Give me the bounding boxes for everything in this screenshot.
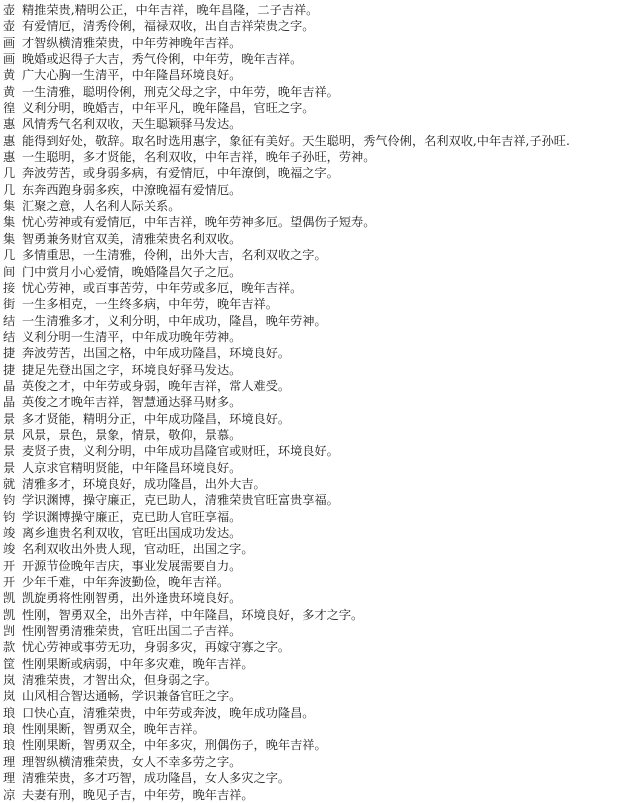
entry-character: 晶 <box>3 378 16 393</box>
entry-meaning: 山风相合智达通畅，学识兼备官旺之字。 <box>22 689 242 704</box>
entry-line <box>0 460 620 476</box>
entry-line <box>0 116 620 132</box>
entry-line <box>0 607 620 623</box>
entry-line <box>0 18 620 34</box>
entry-line <box>0 362 620 378</box>
entry-line <box>0 705 620 721</box>
entry-line <box>0 378 620 394</box>
entry-meaning: 性刚智勇清雅荣贵，官旺出国二子吉祥。 <box>22 624 242 639</box>
entry-line <box>0 247 620 263</box>
entry-meaning: 人京求官精明贤能，中年隆昌环境良好。 <box>22 460 242 475</box>
entry-line <box>0 231 620 247</box>
entry-character: 岚 <box>3 673 16 688</box>
entry-character: 惠 <box>3 150 16 165</box>
entry-line <box>0 672 620 688</box>
entry-character: 晶 <box>3 395 16 410</box>
entry-character: 凯 <box>3 607 16 622</box>
entry-meaning: 捷足先登出国之字，环境良好驿马发达。 <box>22 362 242 377</box>
entry-meaning: 多情重思，一生清雅，伶俐，出外大吉，名利双收之字。 <box>22 248 327 263</box>
entry-meaning: 性刚果断，智勇双全，中年多灾，刑偶伤子，晚年吉祥。 <box>22 738 327 753</box>
entry-meaning: 学识渊博，操守廉正，克已助人，清雅荣贵官旺富贵享福。 <box>22 493 339 508</box>
entry-line <box>0 296 620 312</box>
entry-meaning: 学识渊博操守廉正，克已助人官旺享福。 <box>22 509 242 524</box>
entry-character: 凯 <box>3 591 16 606</box>
entry-meaning: 凯旋勇将性刚智勇，出外逢贵环境良好。 <box>22 591 242 606</box>
entry-meaning: 有爱情厄，清秀伶俐，福禄双收，出自吉祥荣贵之字。 <box>22 19 315 34</box>
entry-character: 黄 <box>3 84 16 99</box>
entry-character: 琅 <box>3 705 16 720</box>
entry-character: 剀 <box>3 624 16 639</box>
entry-character: 集 <box>3 215 16 230</box>
entry-character: 画 <box>3 35 16 50</box>
entry-character: 捷 <box>3 346 16 361</box>
entry-character: 竣 <box>3 542 16 557</box>
entry-meaning: 风情秀气名利双收，天生聪颖驿马发达。 <box>22 117 242 132</box>
entry-character: 结 <box>3 329 16 344</box>
entry-meaning: 性刚果断，智勇双全，晚年吉祥。 <box>22 722 205 737</box>
entry-character: 理 <box>3 754 16 769</box>
entry-character: 琅 <box>3 738 16 753</box>
entry-line <box>0 787 620 803</box>
entry-character: 岚 <box>3 689 16 704</box>
entry-line <box>0 84 620 100</box>
entry-meaning: 才智纵横清雅荣贵，中年劳神晚年吉祥。 <box>22 35 242 50</box>
entry-meaning: 忧心劳神或事劳无功，身弱多灾，再嫁守寡之字。 <box>22 640 291 655</box>
entry-character: 琅 <box>3 722 16 737</box>
entry-meaning: 英俊之才晚年吉祥，智慧通达驿马财多。 <box>22 395 242 410</box>
entry-meaning: 汇聚之意，人名利人际关系。 <box>22 199 181 214</box>
entry-meaning: 少年千难，中年奔波勤俭，晚年吉祥。 <box>22 575 230 590</box>
entry-character: 就 <box>3 476 16 491</box>
entry-meaning: 性刚果断或病弱，中年多灾难，晚年吉祥。 <box>22 656 254 671</box>
entry-line <box>0 133 620 149</box>
entry-line <box>0 639 620 655</box>
entry-meaning: 精推荣贵,精明公正，中年吉祥，晚年昌隆，二子吉祥。 <box>22 3 319 17</box>
entry-line <box>0 264 620 280</box>
entry-line <box>0 198 620 214</box>
entry-meaning: 奔波劳苦，出国之格，中年成功隆昌，环境良好。 <box>22 346 291 361</box>
entry-character: 画 <box>3 52 16 67</box>
entry-character: 理 <box>3 771 16 786</box>
entry-meaning: 开源节俭晚年吉庆，事业发展需要自力。 <box>22 558 242 573</box>
entry-meaning: 口快心直，清雅荣贵，中年劳或奔波，晚年成功隆昌。 <box>22 705 315 720</box>
entry-character: 壶 <box>3 19 16 34</box>
entry-character: 街 <box>3 297 16 312</box>
entry-meaning: 风景，景色，景象，情景，敬仰，景慕。 <box>22 427 242 442</box>
entry-meaning: 英俊之才，中年劳或身弱，晚年吉祥，常人难受。 <box>22 378 291 393</box>
entry-line <box>0 35 620 51</box>
entry-meaning: 一生清雅多才，义利分明，中年成功，隆昌，晚年劳神。 <box>22 313 327 328</box>
entry-line <box>0 2 620 18</box>
entry-line <box>0 182 620 198</box>
entry-meaning: 能得到好处，敬辞。取名时选用惠字，象征有美好。天生聪明，秀气伶俐，名利双收,中年吉祥,子孙旺. <box>22 133 570 148</box>
entry-character: 景 <box>3 411 16 426</box>
entry-line <box>0 656 620 672</box>
entry-meaning: 夫妻有刑，晚见子吉，中年劳，晚年吉祥。 <box>22 787 254 802</box>
entry-meaning: 名利双收出外贵人现，官动旺，出国之字。 <box>22 542 254 557</box>
entry-character: 景 <box>3 460 16 475</box>
entry-line <box>0 51 620 67</box>
entry-character: 惠 <box>3 133 16 148</box>
entry-line <box>0 509 620 525</box>
entry-character: 黄 <box>3 68 16 83</box>
entry-meaning: 多才贤能，精明分正，中年成功隆昌，环境良好。 <box>22 411 291 426</box>
entry-character: 接 <box>3 280 16 295</box>
entry-character: 间 <box>3 264 16 279</box>
entry-character: 几 <box>3 248 16 263</box>
entry-meaning: 理智纵横清雅荣贵，女人不幸多劳之字。 <box>22 754 242 769</box>
entry-line <box>0 149 620 165</box>
entry-line <box>0 492 620 508</box>
entry-character: 几 <box>3 182 16 197</box>
entry-line <box>0 770 620 786</box>
entry-character: 钧 <box>3 509 16 524</box>
entry-line <box>0 541 620 557</box>
entry-line <box>0 737 620 753</box>
entry-character: 开 <box>3 575 16 590</box>
entry-line <box>0 214 620 230</box>
entry-line <box>0 525 620 541</box>
entry-character: 几 <box>3 166 16 181</box>
entry-line <box>0 623 620 639</box>
entry-character: 壶 <box>3 3 16 17</box>
entry-line <box>0 590 620 606</box>
entry-line <box>0 476 620 492</box>
entry-line <box>0 443 620 459</box>
entry-character: 钧 <box>3 493 16 508</box>
entry-meaning: 智勇兼务财官双美，清雅荣贵名利双收。 <box>22 231 242 246</box>
entry-line <box>0 165 620 181</box>
entry-meaning: 清雅多才，环境良好，成功隆昌，出外大吉。 <box>22 476 266 491</box>
entry-line <box>0 345 620 361</box>
entry-line <box>0 427 620 443</box>
entry-character: 凉 <box>3 787 16 802</box>
entry-character: 惠 <box>3 117 16 132</box>
entry-meaning: 忧心劳神或有爱情厄，中年吉祥，晚年劳神多厄。望偶伤子短寿。 <box>22 215 376 230</box>
entry-meaning: 义利分明一生清平，中年成功晚年劳神。 <box>22 329 242 344</box>
entry-character: 徨 <box>3 101 16 116</box>
entry-line <box>0 394 620 410</box>
entry-character: 集 <box>3 231 16 246</box>
entry-line <box>0 67 620 83</box>
entry-meaning: 清雅荣贵，多才巧智，成功隆昌，女人多灾之字。 <box>22 771 291 786</box>
entry-meaning: 麦贤子贵，义利分明，中年成功昌隆官或财旺，环境良好。 <box>22 444 339 459</box>
entry-character: 捷 <box>3 362 16 377</box>
entry-meaning: 一生清雅，聪明伶俐，刑克父母之字，中年劳，晚年吉祥。 <box>22 84 339 99</box>
entry-character: 筐 <box>3 656 16 671</box>
entry-line <box>0 688 620 704</box>
entry-character: 结 <box>3 313 16 328</box>
entry-character: 款 <box>3 640 16 655</box>
entry-meaning: 一生聪明，多才贤能，名利双收，中年吉祥，晚年子孙旺，劳神。 <box>22 150 376 165</box>
entry-meaning: 义利分明，晚婚吉，中年平凡，晚年隆昌，官旺之字。 <box>22 101 315 116</box>
entry-character: 景 <box>3 427 16 442</box>
entry-line <box>0 411 620 427</box>
entry-character: 开 <box>3 558 16 573</box>
entry-meaning: 东奔西跑身弱多疾，中潦晚福有爱情厄。 <box>22 182 242 197</box>
entry-line <box>0 313 620 329</box>
entry-meaning: 广大心胸一生清平，中年隆昌环境良好。 <box>22 68 242 83</box>
entry-character: 景 <box>3 444 16 459</box>
entry-line <box>0 721 620 737</box>
entry-line <box>0 329 620 345</box>
entry-character: 竣 <box>3 526 16 540</box>
entry-line <box>0 558 620 574</box>
entry-meaning: 门中赏月小心爱情，晚婚隆昌欠子之厄。 <box>22 264 242 279</box>
entry-meaning: 晚婚或迟得子大吉，秀气伶俐，中年劳，晚年吉祥。 <box>22 52 303 67</box>
entry-meaning: 性刚，智勇双全，出外吉祥，中年隆昌，环境良好，多才之字。 <box>22 607 364 622</box>
entry-line <box>0 754 620 770</box>
entry-character: 集 <box>3 199 16 214</box>
entry-meaning: 离乡進贵名利双收，官旺出国成功发达。 <box>22 526 242 540</box>
entry-meaning: 奔波劳苦，或身弱多病，有爱情厄，中年潦倒，晚福之字。 <box>22 166 339 181</box>
entry-line <box>0 280 620 296</box>
entry-line <box>0 574 620 590</box>
entry-meaning: 一生多相克，一生终多病，中年劳，晚年吉祥。 <box>22 297 278 312</box>
entry-line <box>0 100 620 116</box>
entry-meaning: 清雅荣贵，才智出众，但身弱之字。 <box>22 673 217 688</box>
entry-meaning: 忧心劳神，或百事苦劳，中年劳或多厄，晚年吉祥。 <box>22 280 303 295</box>
